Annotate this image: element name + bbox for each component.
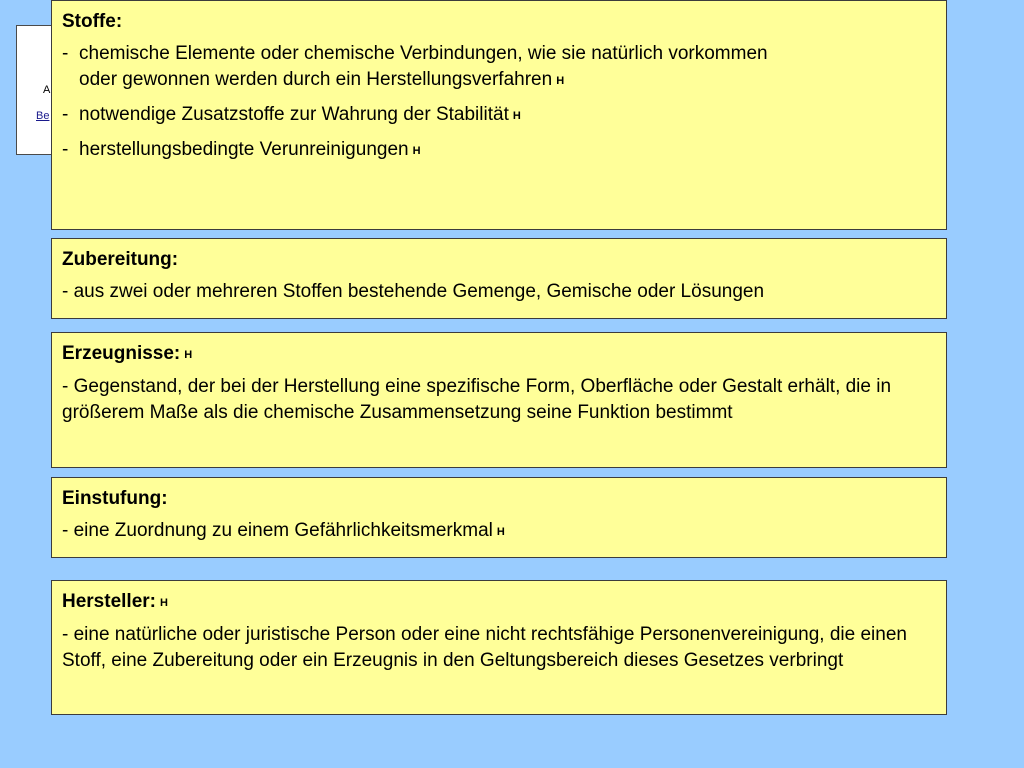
dash: -	[62, 139, 69, 160]
definition-box-stoffe	[51, 0, 947, 230]
definition-box-hersteller	[51, 580, 947, 715]
erzeugnisse-title-line	[62, 341, 936, 368]
h-mark: H	[160, 597, 168, 609]
hersteller-title: Hersteller:	[62, 591, 156, 612]
definition-box-erzeugnisse	[51, 332, 947, 468]
stoffe-item-1-line-2: oder gewonnen werden durch ein Herstellungsverfahren	[79, 69, 553, 90]
hersteller-text: - eine natürliche oder juristische Person oder eine nicht rechtsfähige Personenvereinigung, die einen Stoff, eine Zubereitung oder ein Erzeugnis in den Geltungsbereich dieses Gesetzes verbringt	[62, 624, 907, 671]
stoffe-item-3-text: herstellungsbedingte Verunreinigungen	[79, 139, 409, 160]
h-mark: H	[556, 75, 565, 87]
background-text: A	[43, 84, 51, 96]
h-mark: H	[184, 349, 193, 361]
h-mark: H	[496, 526, 505, 538]
definition-box-einstufung	[51, 477, 947, 558]
hersteller-title-line	[62, 589, 936, 616]
zubereitung-text: - aus zwei oder mehreren Stoffen bestehende Gemenge, Gemische oder Lösungen	[62, 281, 765, 302]
stoffe-item-2	[62, 102, 936, 129]
h-mark: H	[512, 110, 521, 122]
background-link[interactable]: Be	[36, 110, 50, 122]
stoffe-item-1	[62, 41, 936, 94]
einstufung-title: Einstufung:	[62, 488, 168, 509]
stoffe-item-3	[62, 137, 936, 164]
definition-box-zubereitung	[51, 238, 947, 319]
dash: -	[62, 43, 69, 64]
einstufung-line	[62, 518, 936, 545]
stoffe-item-2-text: notwendige Zusatzstoffe zur Wahrung der Stabilität	[79, 104, 509, 125]
zubereitung-title: Zubereitung:	[62, 249, 179, 270]
dash: -	[62, 104, 69, 125]
erzeugnisse-title: Erzeugnisse:	[62, 343, 181, 364]
stoffe-item-1-line-1: chemische Elemente oder chemische Verbindungen, wie sie natürlich vorkommen	[79, 43, 768, 64]
einstufung-text: - eine Zuordnung zu einem Gefährlichkeitsmerkmal	[62, 520, 493, 541]
erzeugnisse-text: - Gegenstand, der bei der Herstellung eine spezifische Form, Oberfläche oder Gestalt erhält, die in größerem Maße als die chemische Zusammensetzung seine Funktion bestimmt	[62, 376, 892, 423]
stoffe-title: Stoffe:	[62, 11, 123, 32]
h-mark: H	[412, 145, 421, 157]
